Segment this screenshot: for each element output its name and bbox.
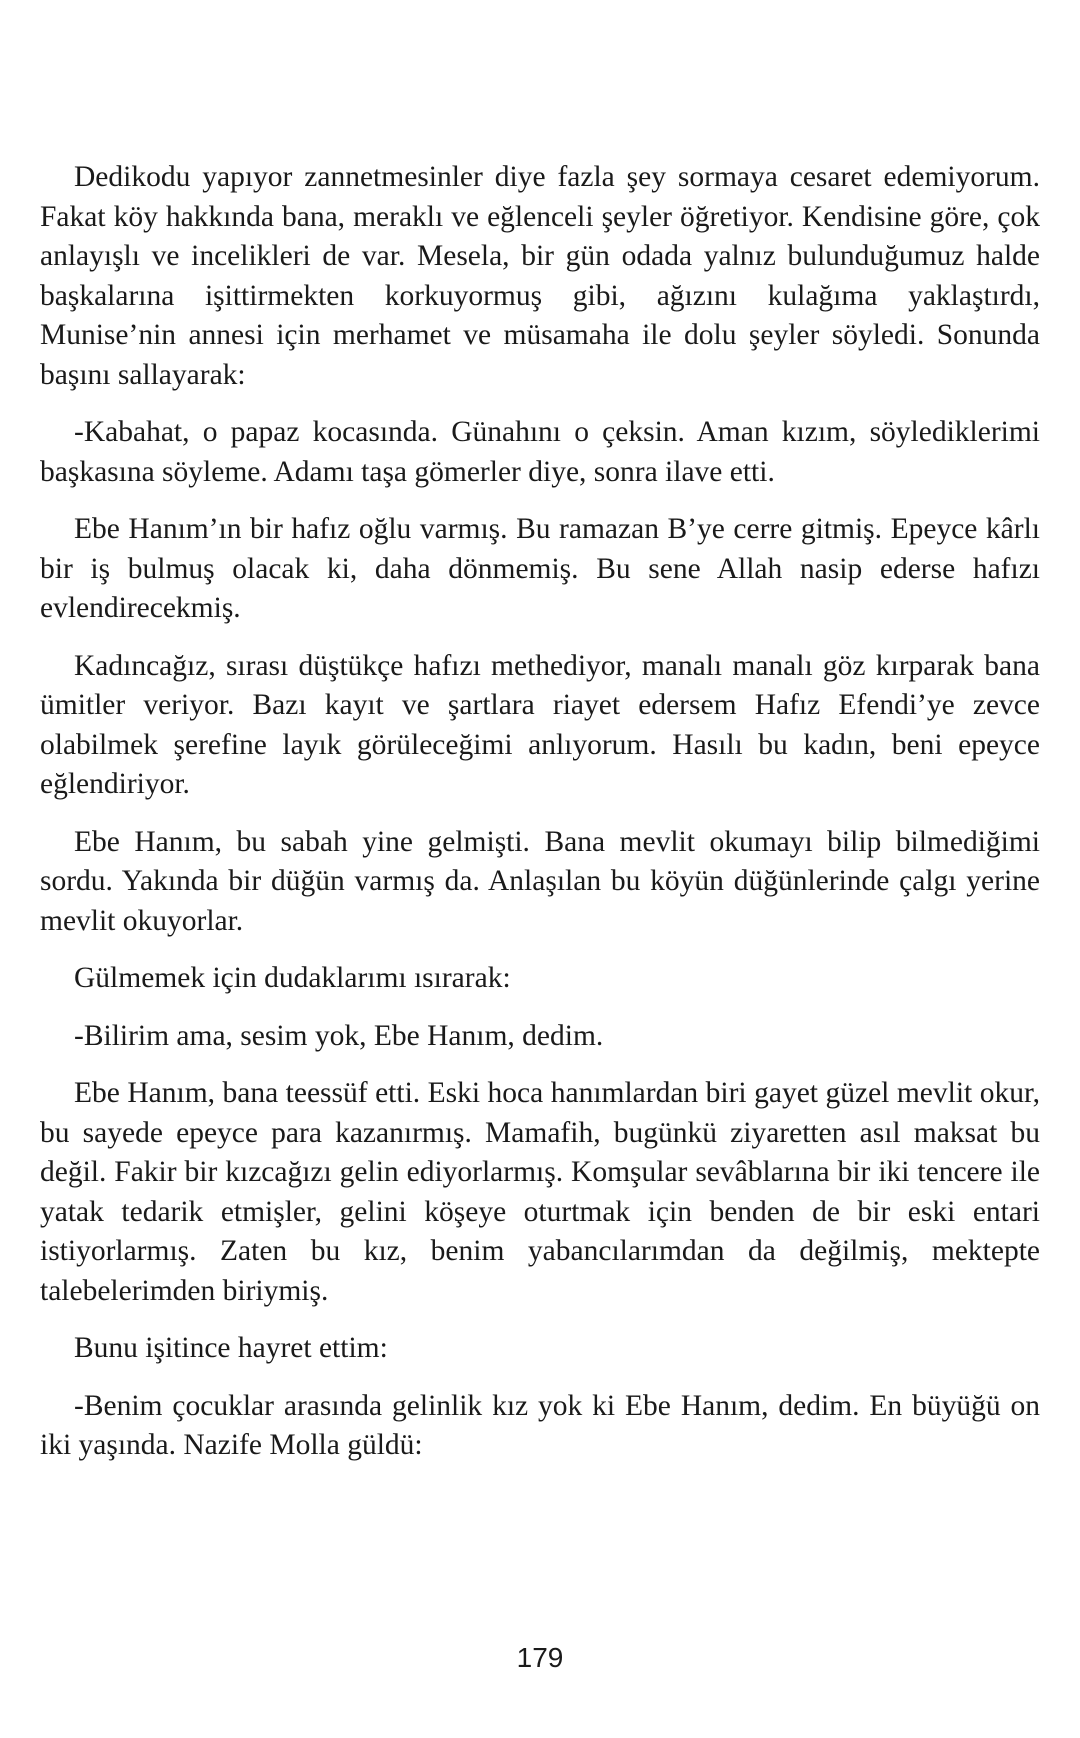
paragraph-4: Kadıncağız, sırası düştükçe hafızı methediyor, manalı manalı göz kırparak bana ümitler veriyor. Bazı kayıt ve şartlara riayet edersem Hafız Efendi’ye zevce olabilmek şerefine layık görüleceğimi anlıyorum. Hasılı bu kadın, beni epeyce eğlendiriyor. bbox=[40, 649, 1040, 800]
paragraph-1: Dedikodu yapıyor zannetmesinler diye fazla şey sormaya cesaret edemiyorum. Fakat köy hakkında bana, meraklı ve eğlenceli şeyler öğretiyor. Kendisine göre, çok anlayışlı ve incelikleri de var. Mesela, bir gün odada yalnız bulunduğumuz halde başkalarına işittirmekten korkuyormuş gibi, ağızını kulağıma yaklaştırdı, Munise’nin annesi için merhamet ve müsamaha ile dolu şeyler söyledi. Sonunda başını sallayarak: bbox=[40, 161, 1040, 391]
paragraph-9: Bunu işitince hayret ettim: bbox=[74, 1332, 388, 1364]
paragraph-3: Ebe Hanım’ın bir hafız oğlu varmış. Bu ramazan B’ye cerre gitmiş. Epeyce kârlı bir iş bulmuş olacak ki, daha dönmemiş. Bu sene Allah nasip ederse hafızı evlendirecekmiş. bbox=[40, 513, 1040, 624]
paragraph-7: -Bilirim ama, sesim yok, Ebe Hanım, dedim. bbox=[74, 1019, 604, 1052]
paragraph-5: Ebe Hanım, bu sabah yine gelmişti. Bana mevlit okumayı bilip bilmediğimi sordu. Yakında bir düğün varmış da. Anlaşılan bu köyün düğünlerinde çalgı yerine mevlit okuyorlar. bbox=[40, 825, 1040, 937]
paragraph-6: Gülmemek için dudaklarımı ısırarak: bbox=[74, 962, 511, 994]
paragraph-2: -Kabahat, o papaz kocasında. Günahını o çeksin. Aman kızım, söylediklerimi başkasına söyleme. Adamı taşa gömerler diye, sonra ilave etti. bbox=[40, 416, 1040, 488]
page-number: 179 bbox=[516, 1642, 564, 1673]
paragraph-8: Ebe Hanım, bana teessüf etti. Eski hoca hanımlardan biri gayet güzel mevlit okur, bu sayede epeyce para kazanırmış. Mamafih, bugünkü ziyaretten asıl maksat bu değil. Fakir bir kızcağızı gelin ediyorlarmış. Komşular sevâblarına bir iki tencere ile yatak tedarik etmişler, gelini köşeye oturtmak için benden de bir eski entari istiyorlarmış. Zaten bu kız, benim yabancılarımdan da değilmiş, mektepte talebelerimden biriymiş. bbox=[40, 1077, 1040, 1307]
paragraph-10: -Benim çocuklar arasında gelinlik kız yok ki Ebe Hanım, dedim. En büyüğü on iki yaşında. Nazife Molla güldü: bbox=[40, 1389, 1040, 1461]
page-body bbox=[40, 158, 1040, 1484]
